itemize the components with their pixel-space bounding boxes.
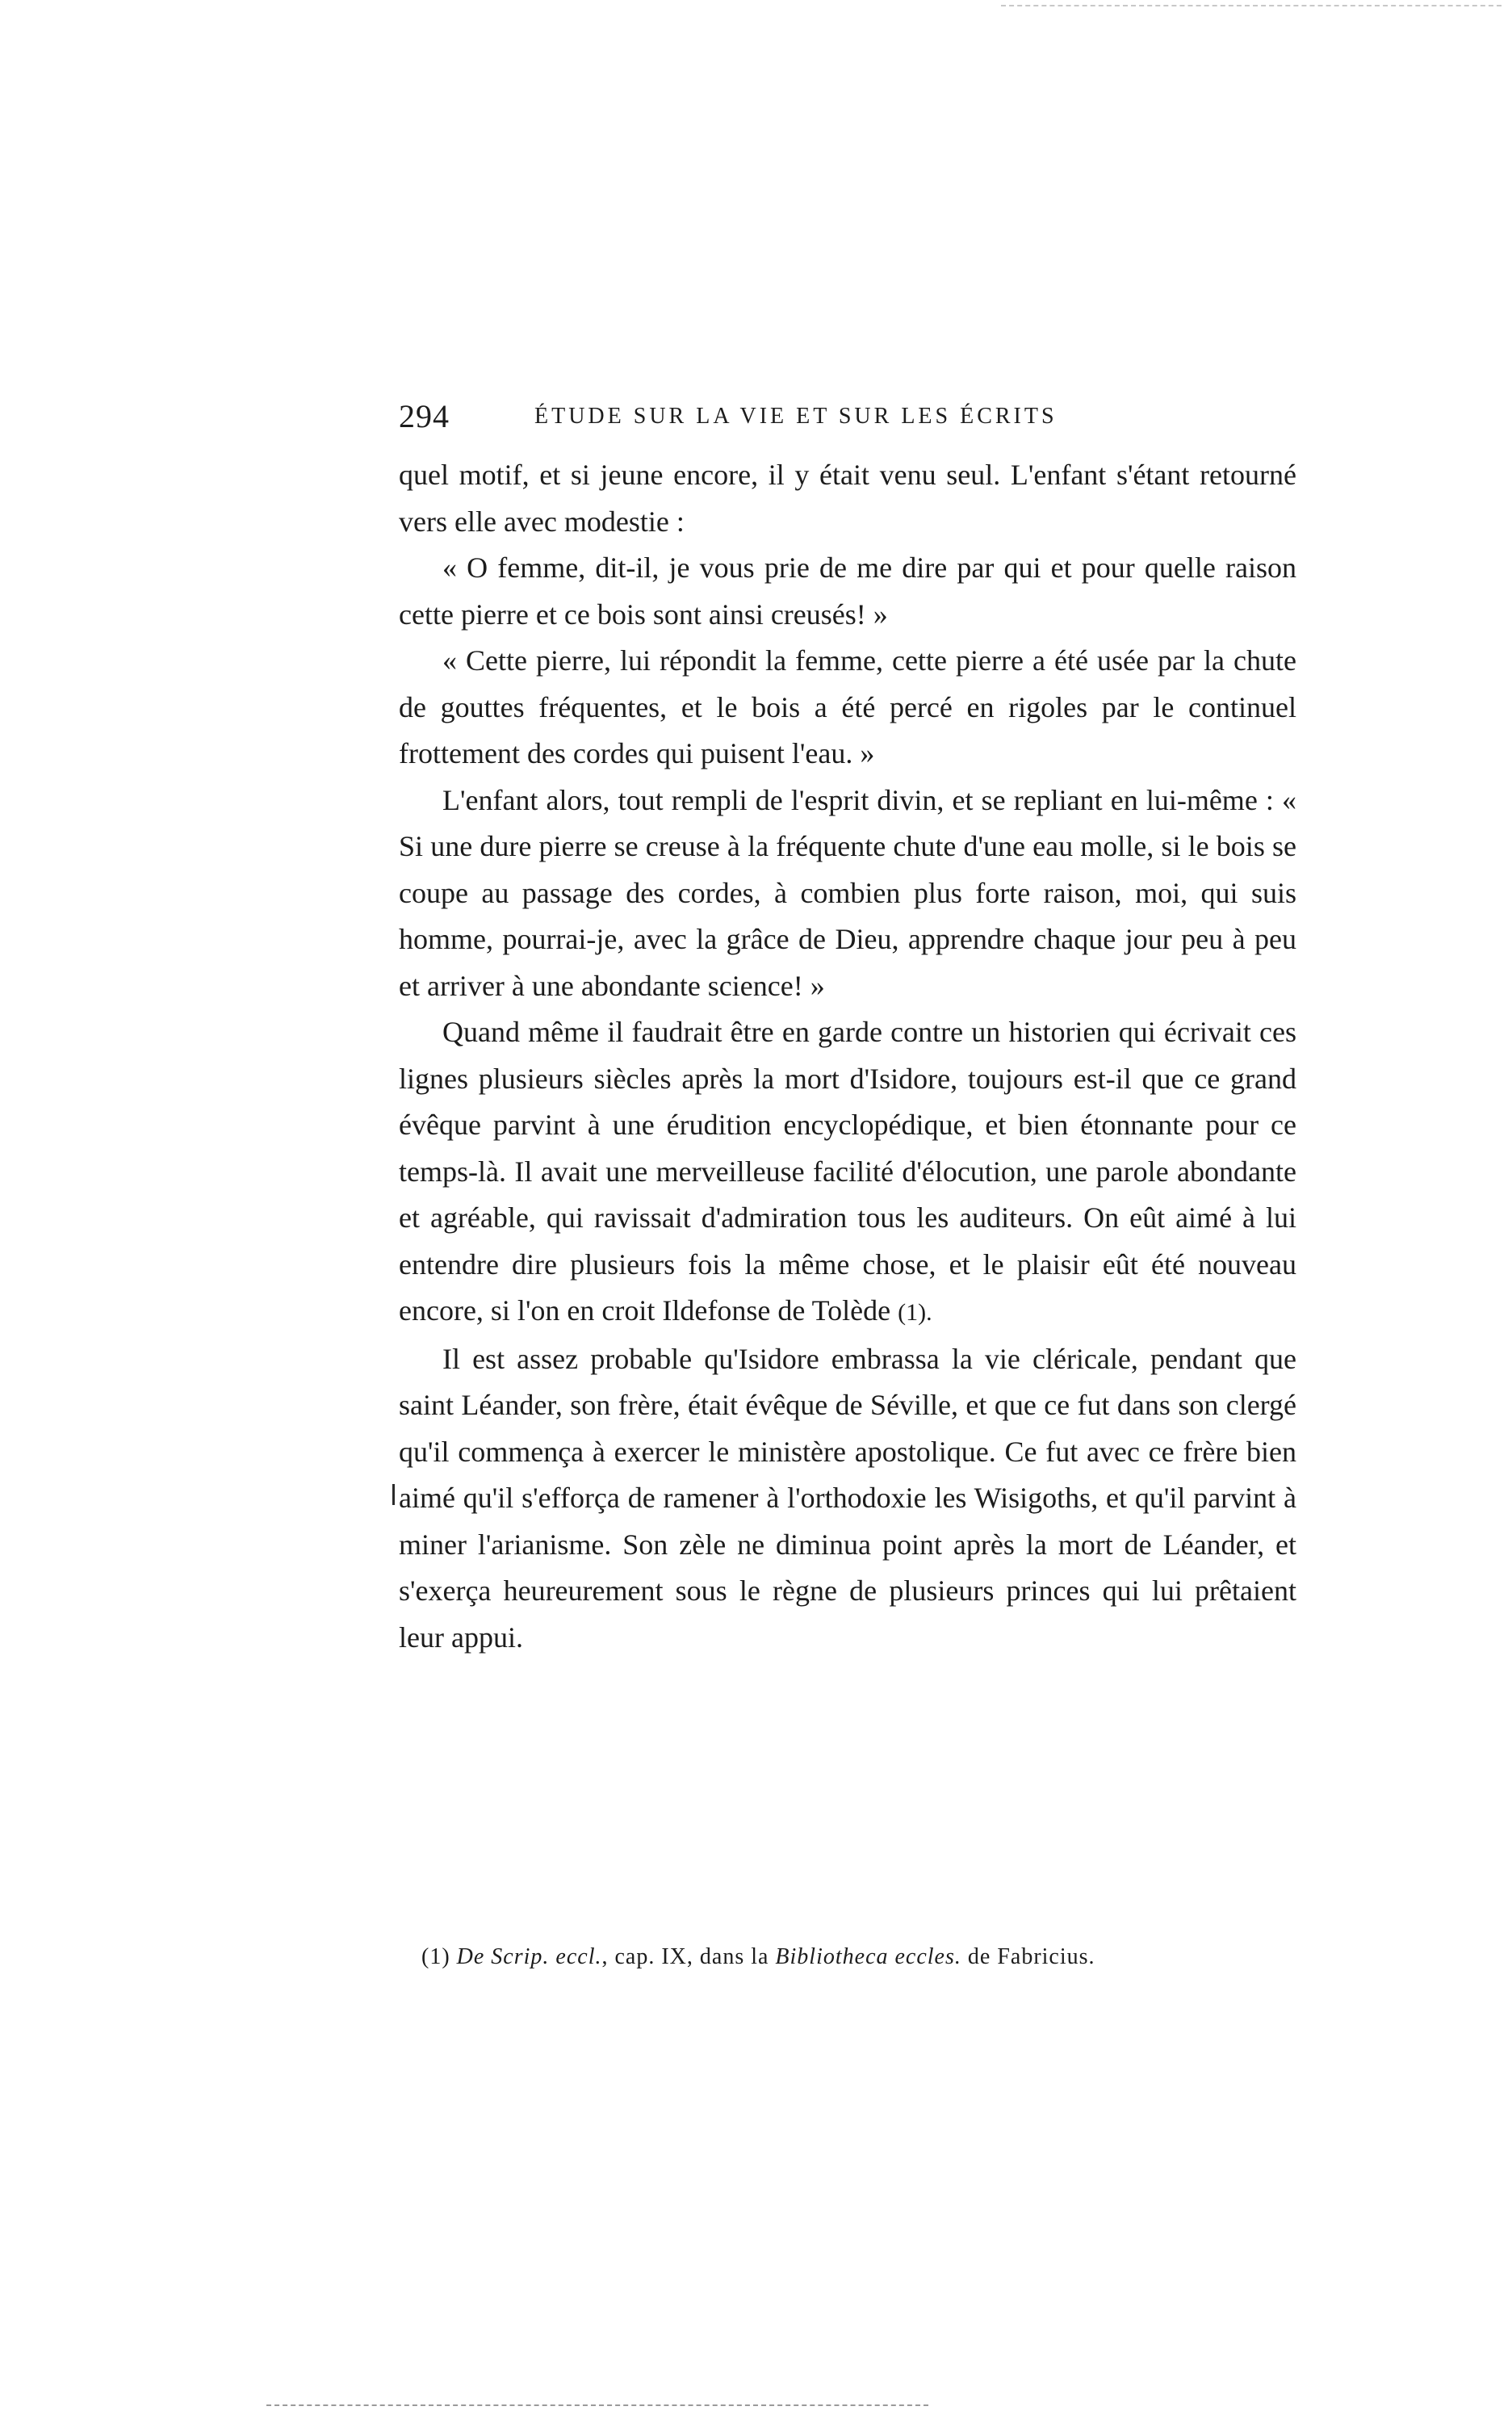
margin-mark — [392, 1484, 395, 1505]
paragraph-4: L'enfant alors, tout rempli de l'esprit divin, et se repliant en lui-même : « Si une dure pierre se creuse à la fréquente chute d'une eau molle, si le bois se coupe au passage des cordes, à combien plus forte raison, moi, qui suis homme, pourrai-je, avec la grâce de Dieu, apprendre chaque jour peu à peu et arriver à une abondante science! » — [399, 783, 1296, 1002]
page-number: 294 — [399, 398, 450, 434]
footnote-source: Bibliotheca eccles. — [775, 1944, 961, 1969]
footnote-marker: (1) — [421, 1944, 450, 1969]
paragraph-5-text: Quand même il faudrait être en garde contre un historien qui écrivait ces lignes plusieurs siècles après la mort d'Isidore, toujours est-il que ce grand évêque parvint à une érudition encyclopédique, et bien étonnante pour ce temps-là. Il avait une merveilleuse facilité d'élocution, une parole abondante et agréable, qui ravissait d'admiration tous les auditeurs. On eût aimé à lui entendre dire plusieurs fois la même chose, et le plaisir eût été nouveau encore, si l'on en croit Ildefonse de Tolède — [399, 1016, 1296, 1327]
footnote — [421, 1944, 1293, 1970]
footnote-tail: de Fabricius. — [961, 1944, 1095, 1969]
footnote-middle: , cap. IX, dans la — [601, 1944, 776, 1969]
scan-edge-artifact-bottom — [266, 2404, 928, 2406]
scan-edge-artifact-top — [1001, 5, 1502, 6]
paragraph-5 — [399, 1009, 1296, 1336]
paragraph-1: quel motif, et si jeune encore, il y était venu seul. L'enfant s'étant retourné vers elle avec modestie : — [399, 459, 1296, 538]
page-header — [399, 397, 1141, 446]
footnote-title: De Scrip. eccl. — [456, 1944, 602, 1969]
running-head: ÉTUDE SUR LA VIE ET SUR LES ÉCRITS — [534, 404, 1058, 429]
paragraph-6: Il est assez probable qu'Isidore embrassa la vie cléricale, pendant que saint Léander, son frère, était évêque de Séville, et que ce fut dans son clergé qu'il commença à exercer le ministère apostolique. Ce fut avec ce frère bien aimé qu'il s'efforça de ramener à l'orthodoxie les Wisigoths, et qu'il parvint à miner l'arianisme. Son zèle ne diminua point après la mort de Léander, et s'exerça heureurement sous le règne de plusieurs princes qui lui prêtaient leur appui. — [399, 1342, 1296, 1654]
footnote-reference: (1). — [898, 1299, 932, 1326]
body-text — [399, 452, 1296, 1661]
paragraph-2: « O femme, dit-il, je vous prie de me dire par qui et pour quelle raison cette pierre et ce bois sont ainsi creusés! » — [399, 551, 1296, 631]
paragraph-3: « Cette pierre, lui répondit la femme, cette pierre a été usée par la chute de gouttes fréquentes, et le bois a été percé en rigoles par le continuel frottement des cordes qui puisent l'eau. » — [399, 644, 1296, 769]
